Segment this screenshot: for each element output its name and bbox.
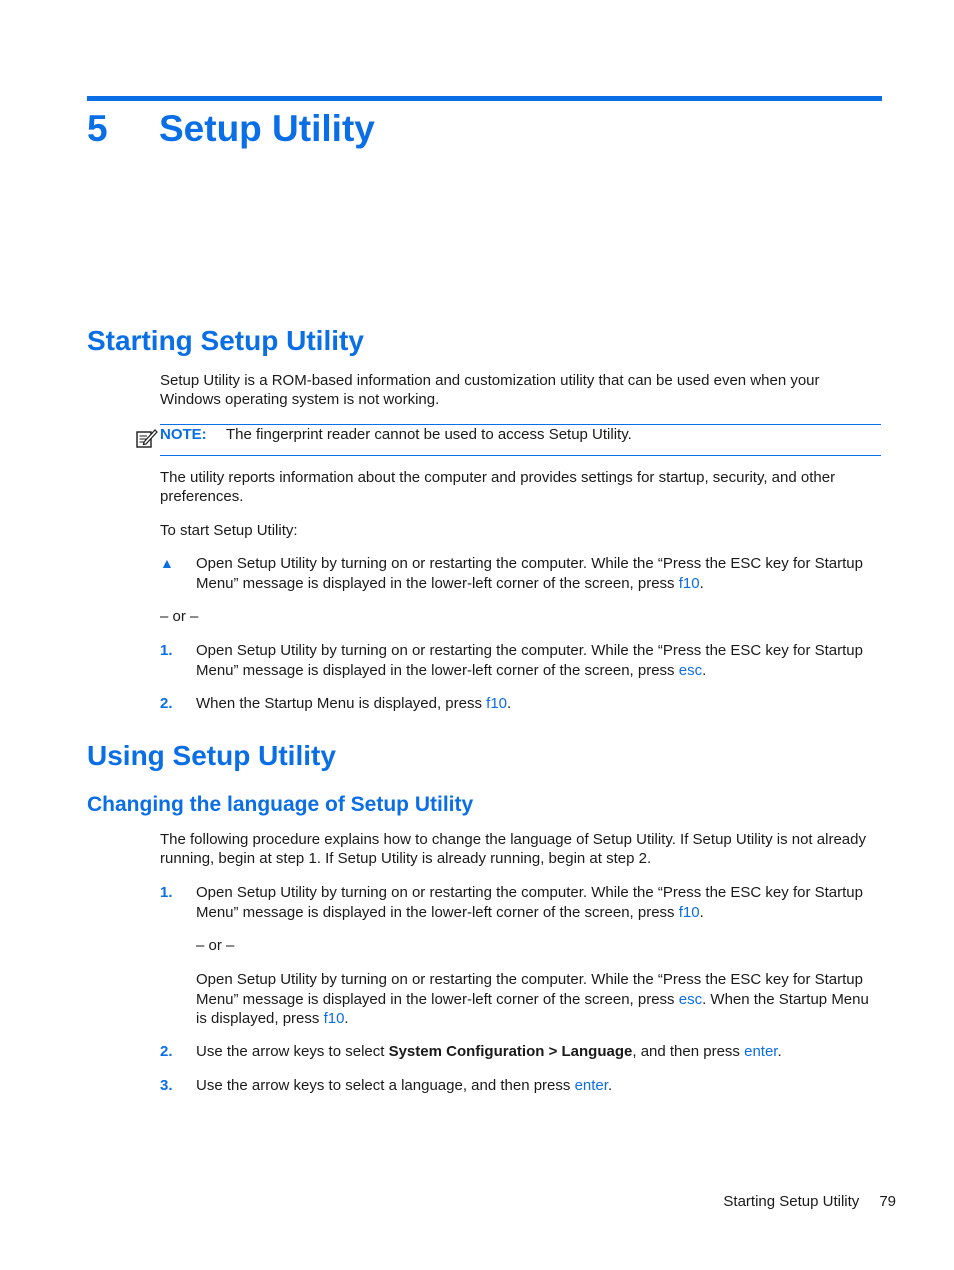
chapter-number: 5 — [87, 108, 108, 149]
key-f10: f10 — [678, 903, 700, 921]
step-item — [160, 1076, 880, 1096]
step-item — [160, 1042, 880, 1062]
step-item — [160, 694, 880, 714]
step-mid: , and then press — [632, 1043, 745, 1060]
chapter-title: Setup Utility — [159, 108, 375, 149]
step-item — [160, 883, 880, 922]
menu-path: System Configuration > Language — [388, 1043, 633, 1060]
step-end: . — [702, 661, 707, 679]
chapter-heading — [87, 104, 375, 154]
step-item — [160, 641, 880, 680]
utility-paragraph: The utility reports information about the computer and provides settings for startup, security, and other preferences. — [160, 469, 836, 505]
step-body: When the Startup Menu is displayed, press — [196, 695, 487, 712]
step-body: Use the arrow keys to select — [196, 1043, 389, 1060]
step-number: 2. — [160, 695, 173, 712]
step-end: . — [777, 1043, 782, 1060]
step-text — [196, 883, 880, 922]
key-f10: f10 — [323, 1010, 345, 1027]
step-number: 1. — [160, 642, 173, 659]
step-text — [196, 1042, 880, 1062]
step-text — [196, 970, 880, 1029]
step-alt-text — [160, 970, 880, 1029]
step-body: Open Setup Utility by turning on or restarting the computer. While the “Press the ESC key for Startup Menu” message is displayed in the lower-left corner of the screen, press — [196, 642, 863, 679]
key-enter: enter — [574, 1077, 608, 1094]
page-number: 79 — [879, 1193, 896, 1210]
note-text: The fingerprint reader cannot be used to access Setup Utility. — [226, 426, 632, 443]
step-number: 3. — [160, 1077, 173, 1094]
step-end: . — [699, 903, 704, 921]
step-body: Open Setup Utility by turning on or restarting the computer. While the “Press the ESC key for Startup Menu” message is displayed in the lower-left corner of the screen, press — [196, 971, 863, 1008]
subsection-title-language: Changing the language of Setup Utility — [87, 793, 474, 816]
key-enter: enter — [744, 1043, 778, 1060]
language-intro-paragraph: The following procedure explains how to change the language of Setup Utility. If Setup Utility is not already running, begin at step 1. If Setup Utility is already running, begin at step 2. — [160, 831, 866, 867]
key-esc: esc — [678, 661, 703, 679]
step-or-separator — [160, 936, 880, 956]
step-end: . — [344, 1010, 349, 1027]
or-separator: – or – — [160, 608, 199, 625]
footer-section: Starting Setup Utility — [723, 1193, 860, 1210]
key-esc: esc — [678, 990, 703, 1008]
key-f10: f10 — [678, 574, 700, 592]
step-body: Open Setup Utility by turning on or restarting the computer. While the “Press the ESC key for Startup Menu” message is displayed in the lower-left corner of the screen, press — [196, 884, 863, 921]
step-end: . — [607, 1077, 613, 1094]
note-pencil-icon — [135, 426, 159, 450]
section-title-starting: Starting Setup Utility — [87, 325, 364, 356]
note-box — [160, 424, 881, 456]
bullet-text — [196, 554, 880, 593]
page-footer — [723, 1192, 896, 1211]
step-text — [196, 694, 880, 714]
step-end: . — [507, 695, 512, 712]
section-title-using: Using Setup Utility — [87, 740, 336, 771]
or-text: – or – — [196, 937, 235, 954]
note-label: NOTE: — [160, 426, 207, 443]
step-number: 1. — [160, 884, 173, 901]
step-body: Use the arrow keys to select a language, and then press — [196, 1077, 575, 1094]
bullet-body: Open Setup Utility by turning on or restarting the computer. While the “Press the ESC key for Startup Menu” message is displayed in the lower-left corner of the screen, press — [196, 555, 863, 592]
step-text — [196, 1076, 880, 1096]
chapter-rule — [87, 96, 882, 101]
step-text — [196, 641, 880, 680]
bullet-item — [160, 554, 880, 593]
intro-paragraph: Setup Utility is a ROM-based information and customization utility that can be used even when your Windows operating system is not working. — [160, 372, 820, 408]
key-f10: f10 — [486, 695, 508, 712]
bullet-end: . — [699, 574, 704, 592]
step-number: 2. — [160, 1043, 173, 1060]
step-mid: . When the Startup Menu is displayed, press — [196, 990, 869, 1027]
triangle-bullet-icon: ▲ — [160, 555, 174, 571]
to-start-paragraph: To start Setup Utility: — [160, 522, 298, 539]
